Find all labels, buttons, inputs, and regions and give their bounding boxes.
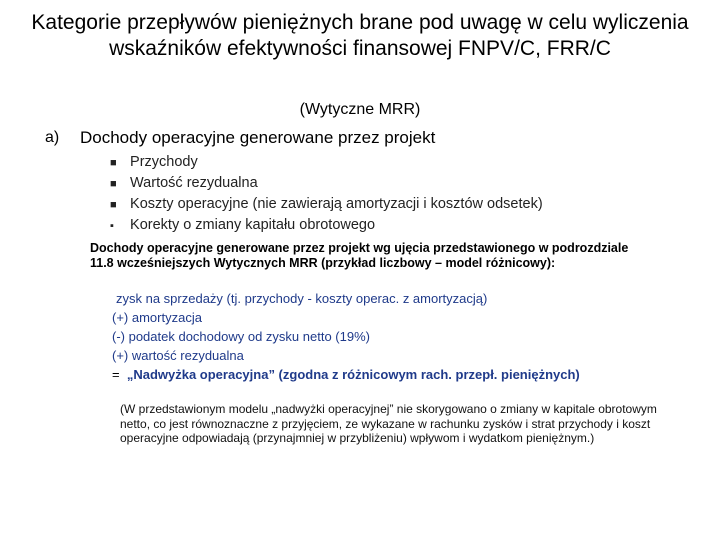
bullet-text: Przychody [130, 154, 198, 170]
bullet-square-icon: ■ [110, 178, 117, 190]
list-item [110, 152, 543, 173]
bullet-square-icon: ■ [110, 157, 117, 169]
section-heading: Dochody operacyjne generowane przez projekt [80, 128, 436, 147]
calculation-line: (+) wartość rezydualna [112, 348, 244, 363]
bullet-list [110, 152, 543, 236]
slide-title: Kategorie przepływów pieniężnych brane pod uwagę w celu wyliczenia wskaźników efektywności finansowej FNPV/C, FRR/C [31, 11, 689, 60]
list-item [110, 173, 543, 194]
section-marker: a) [45, 129, 60, 146]
result-equals: = [112, 367, 120, 382]
calculation-line: (+) amortyzacja [112, 310, 202, 325]
bullet-small-square-icon: ▪ [110, 220, 114, 232]
bullet-square-icon: ■ [110, 199, 117, 211]
calculation-result [112, 365, 580, 384]
list-item [110, 215, 543, 236]
calculation-line: zysk na sprzedaży (tj. przychody - koszty operac. z amortyzacją) [116, 291, 488, 306]
calculation-intro: Dochody operacyjne generowane przez projekt wg ujęcia przedstawionego w podrozdziale 11.8 wcześniejszych Wytycznych MRR (przykład liczbowy – model różnicowy): [90, 241, 629, 270]
bullet-text: Korekty o zmiany kapitału obrotowego [130, 217, 376, 233]
result-text: „Nadwyżka operacyjna” (zgodna z różnicowym rach. przepł. pieniężnych) [126, 367, 580, 382]
list-item [110, 194, 543, 215]
calculation-line: (-) podatek dochodowy od zysku netto (19%) [112, 329, 370, 344]
slide-subtitle: (Wytyczne MRR) [299, 101, 421, 118]
bullet-text: Koszty operacyjne (nie zawierają amortyzacji i kosztów odsetek) [130, 196, 543, 212]
bullet-text: Wartość rezydualna [130, 175, 258, 191]
calculation-lines [112, 289, 580, 384]
footnote: (W przedstawionym modelu „nadwyżki operacyjnej” nie skorygowano o zmiany w kapitale obrotowym netto, co jest równoznaczne z przyjęciem, ze wykazane w rachunku zysków i strat przychody i koszt operacyjne odpowiadają (przynajmniej w przybliżeniu) wpływom i wydatkom pieniężnym.) [120, 402, 657, 445]
